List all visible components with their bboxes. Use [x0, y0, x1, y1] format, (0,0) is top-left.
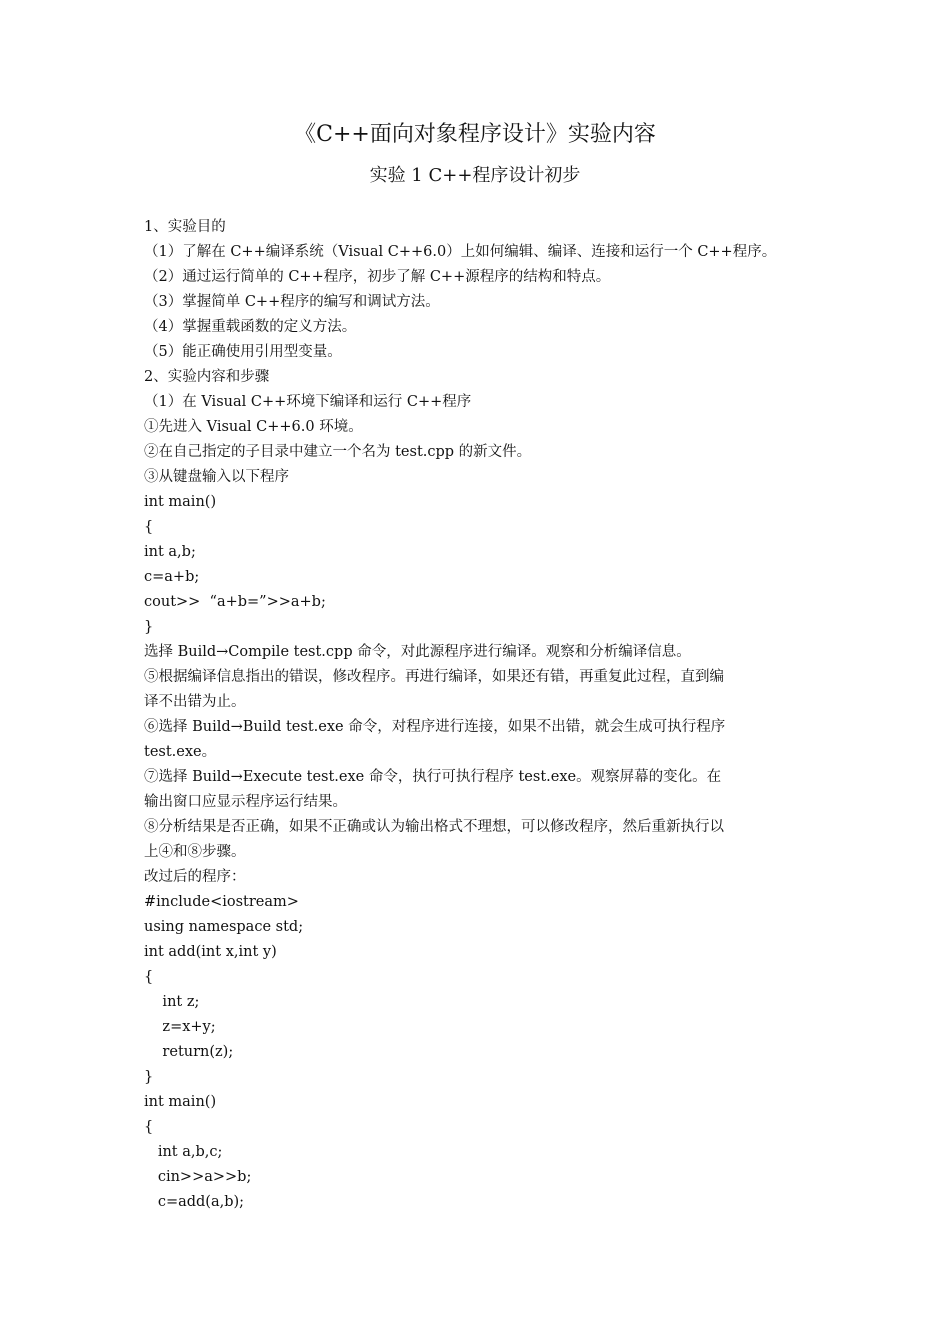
- code-line: int main(): [144, 494, 217, 510]
- revised-program-label: 改过后的程序：: [144, 869, 246, 885]
- code-line: c=a+b;: [144, 569, 200, 585]
- step-6-continued: test.exe。: [144, 744, 217, 760]
- step-3: ③从键盘输入以下程序: [144, 469, 289, 485]
- objective-item-1: （1）了解在 C++编译系统（Visual C++6.0）上如何编辑、编译、连接和运行一个 C++程序。: [144, 244, 777, 260]
- document-title: 《C++面向对象程序设计》实验内容: [294, 122, 656, 147]
- code-line: c=add(a,b);: [144, 1194, 245, 1210]
- section-heading-objectives: 1、实验目的: [144, 219, 226, 235]
- step-2: ②在自己指定的子目录中建立一个名为 test.cpp 的新文件。: [144, 444, 532, 460]
- step-subheading-1: （1）在 Visual C++环境下编译和运行 C++程序: [144, 394, 472, 410]
- code-line: int add(int x,int y): [144, 944, 277, 960]
- step-5: ⑤根据编译信息指出的错误，修改程序。再进行编译，如果还有错，再重复此过程，直到编: [144, 669, 724, 685]
- code-line: #include<iostream>: [144, 894, 299, 910]
- step-6: ⑥选择 Build→Build test.exe 命令，对程序进行连接，如果不出错，就会生成可执行程序: [144, 719, 726, 735]
- objective-item-4: （4）掌握重载函数的定义方法。: [144, 319, 357, 335]
- code-line: int z;: [144, 994, 200, 1010]
- step-1: ①先进入 Visual C++6.0 环境。: [144, 419, 363, 435]
- code-line: }: [144, 619, 154, 635]
- code-line: cout>> “a+b=”>>a+b;: [144, 594, 326, 610]
- objective-item-2: （2）通过运行简单的 C++程序，初步了解 C++源程序的结构和特点。: [144, 269, 611, 285]
- code-line: z=x+y;: [144, 1019, 216, 1035]
- document-body: [144, 215, 814, 1215]
- code-line: int main(): [144, 1094, 217, 1110]
- step-5-continued: 译不出错为止。: [144, 694, 246, 710]
- section-heading-steps: 2、实验内容和步骤: [144, 369, 270, 385]
- step-7: ⑦选择 Build→Execute test.exe 命令，执行可执行程序 test.exe。观察屏幕的变化。在: [144, 769, 722, 785]
- document-subtitle: 实验 1 C++程序设计初步: [369, 165, 581, 186]
- step-8: ⑧分析结果是否正确，如果不正确或认为输出格式不理想，可以修改程序，然后重新执行以: [144, 819, 724, 835]
- code-line: int a,b;: [144, 544, 196, 560]
- objective-item-5: （5）能正确使用引用型变量。: [144, 344, 342, 360]
- step-compile: 选择 Build→Compile test.cpp 命令，对此源程序进行编译。观察和分析编译信息。: [144, 644, 691, 660]
- step-7-continued: 输出窗口应显示程序运行结果。: [144, 794, 347, 810]
- code-line: {: [144, 1119, 154, 1135]
- code-line: int a,b,c;: [144, 1144, 223, 1160]
- code-line: using namespace std;: [144, 919, 304, 935]
- objective-item-3: （3）掌握简单 C++程序的编写和调试方法。: [144, 294, 440, 310]
- step-8-continued: 上④和⑧步骤。: [144, 844, 246, 860]
- code-line: {: [144, 519, 154, 535]
- code-line: }: [144, 1069, 154, 1085]
- code-line: cin>>a>>b;: [144, 1169, 252, 1185]
- code-line: {: [144, 969, 154, 985]
- code-line: return(z);: [144, 1044, 234, 1060]
